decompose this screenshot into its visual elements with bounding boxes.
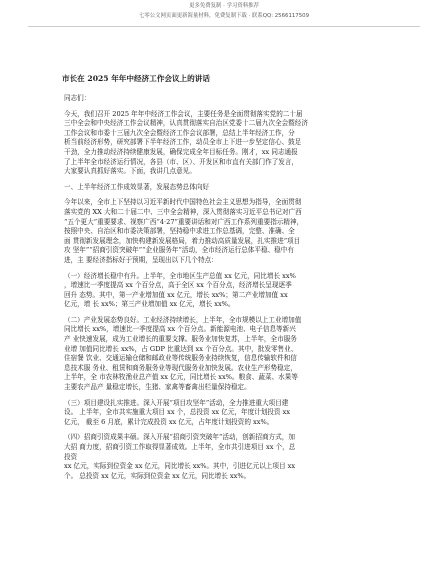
document-body: [64, 94, 390, 481]
body-text-line: 大招 商力度，招商引资工作取得显著成效。上半年，全市共引进项目 xx 个，总: [64, 443, 296, 451]
header-line-2: 七零公文网页面更新海量材料，免费复制下载 · 联系QQ: 2566117509: [138, 13, 310, 19]
body-text-line: 三中全会和中央经济工作会议精神，认真贯彻落实自治区党委十二届九次全会暨经济: [64, 119, 308, 128]
body-text-line: 按照中央、自治区和市委决策部署，坚持稳中求进工作总基调，完整、准确、全: [64, 227, 295, 236]
body-text-line: 亿元，增 长 xx%；第三产业增加值 xx 亿元，增长 xx%。: [64, 300, 235, 309]
body-text-line: 攻 坚年”“招商引资突破年”“企业服务年”活动，全市经济运行总体平稳、稳中有: [64, 246, 294, 255]
body-text-line: “五个更大”重要要求、视察广西“4·27”重要讲话和对广西工作系列重要指示精神，: [64, 217, 304, 226]
body-text-line: 主要农产品产 量稳定增长，生猪、家禽等畜禽出栏量保持稳定。: [64, 383, 251, 392]
body-text-line: 同比增长 xx%，增速比一季度提高 xx 个百分点。新能源电池、电子信息等新兴: [64, 325, 296, 334]
body-text-line: 回升 态势。其中，第一产业增加值 xx 亿元，增长 xx%；第二产业增加值 xx: [64, 290, 288, 299]
body-text-line: 上半年，全 市农林牧渔业总产值 xx 亿元，同比增长 xx%。粮食、蔬菜、水果等: [64, 373, 298, 382]
header-line-1: 更多免费复制 · 学习资料推荐: [189, 3, 259, 9]
body-text-line: 面 贯彻新发展理念，加快构建新发展格局，着力推动高质量发展，扎实推进“项目: [64, 236, 301, 245]
body-text-line: xx 亿元，实际到位资金 xx 亿元，同比增长 xx%。其中，引进亿元以上项目 xx: [64, 462, 296, 471]
body-text-line: 干劲，全力推动经济持续健康发展，确保完成全年目标任务。刚才，xx 同志通报: [64, 147, 298, 156]
body-text-line: 住宿餐 饮业、交通运输仓储和邮政业等传统服务业持续恢复，信息传输软件和信: [64, 354, 297, 363]
header-divider: [28, 26, 420, 27]
body-text-line: 设。 上半年，全市共实施重大项目 xx 个，总投资 xx 亿元，年度计划投资 xx: [64, 408, 291, 417]
body-text-line: 一、上半年经济工作成效显著，发展态势总体向好: [64, 182, 210, 191]
body-text-line: 业增 加值同比增长 xx%，占 GDP 比重达到 xx 个百分点。其中，批发零售业、: [64, 344, 298, 353]
body-text-line: 进，主 要经济指标好于预期，呈现出以下几个特点：: [64, 255, 218, 264]
body-text-line: 个。 总投资 xx 亿元，实际到位资金 xx 亿元，同比增长 xx%。: [64, 471, 251, 480]
body-text-line: 产 业快速发展，成为工业增长的重要支撑。服务业加快复苏，上半年，全市服务: [64, 335, 297, 344]
body-text-line: 了上半年全市经济运行情况，各县（市、区）、开发区和市直有关部门作了发言，: [64, 157, 299, 166]
body-text-line: （四）招商引资成果丰硕。深入开展“招商引资突破年”活动，创新招商方式，加: [64, 433, 295, 442]
body-text-line: 今年以来，全市上下坚持以习近平新时代中国特色社会主义思想为指导，全面贯彻: [64, 198, 302, 207]
body-text-line: 亿元， 截至 6 月底，累计完成投资 xx 亿元，占年度计划投资的 xx%。: [64, 417, 274, 426]
body-text-line: 析当前经济形势，研究部署下半年经济工作，动员全市上下进一步坚定信心、鼓足: [64, 138, 302, 147]
body-text-line: 投资: [64, 452, 78, 461]
body-text-line: 同志们：: [64, 94, 91, 102]
body-text-line: ，增速比一季度提高 xx 个百分点，高于全区 xx 个百分点，经济增长呈现逐季: [64, 281, 292, 290]
body-text-line: （一）经济增长稳中有升。上半年，全市地区生产总值 xx 亿元，同比增长 xx%: [64, 271, 296, 280]
body-text-line: （二）产业发展态势良好。工业经济持续增长，上半年，全市规模以上工业增加值: [64, 315, 302, 324]
body-text-line: 工作会议和市委十三届九次全会暨经济工作会议部署，总结上半年经济工作，分: [64, 128, 295, 137]
body-text-line: 大家要认真抓好落实。下面，我讲几点意见。: [64, 167, 196, 176]
body-text-line: （三）项目建设扎实推进。深入开展“项目攻坚年”活动，全力推进重大项目建: [64, 398, 289, 407]
body-text-line: 落实党的 XX 大和二十届二中、三中全会精神，深入贯彻落实习近平总书记对广西: [64, 207, 302, 216]
body-text-line: 息技术服 务业、租赁和商务服务业等现代服务业加快发展。农业生产形势稳定，: [64, 363, 297, 372]
document-title: 市长在 2025 年年中经济工作会议上的讲话: [62, 74, 210, 83]
body-text-line: 今天，我们召开 2025 年年中经济工作会议，主要任务是全面贯彻落实党的二十届: [64, 109, 303, 118]
